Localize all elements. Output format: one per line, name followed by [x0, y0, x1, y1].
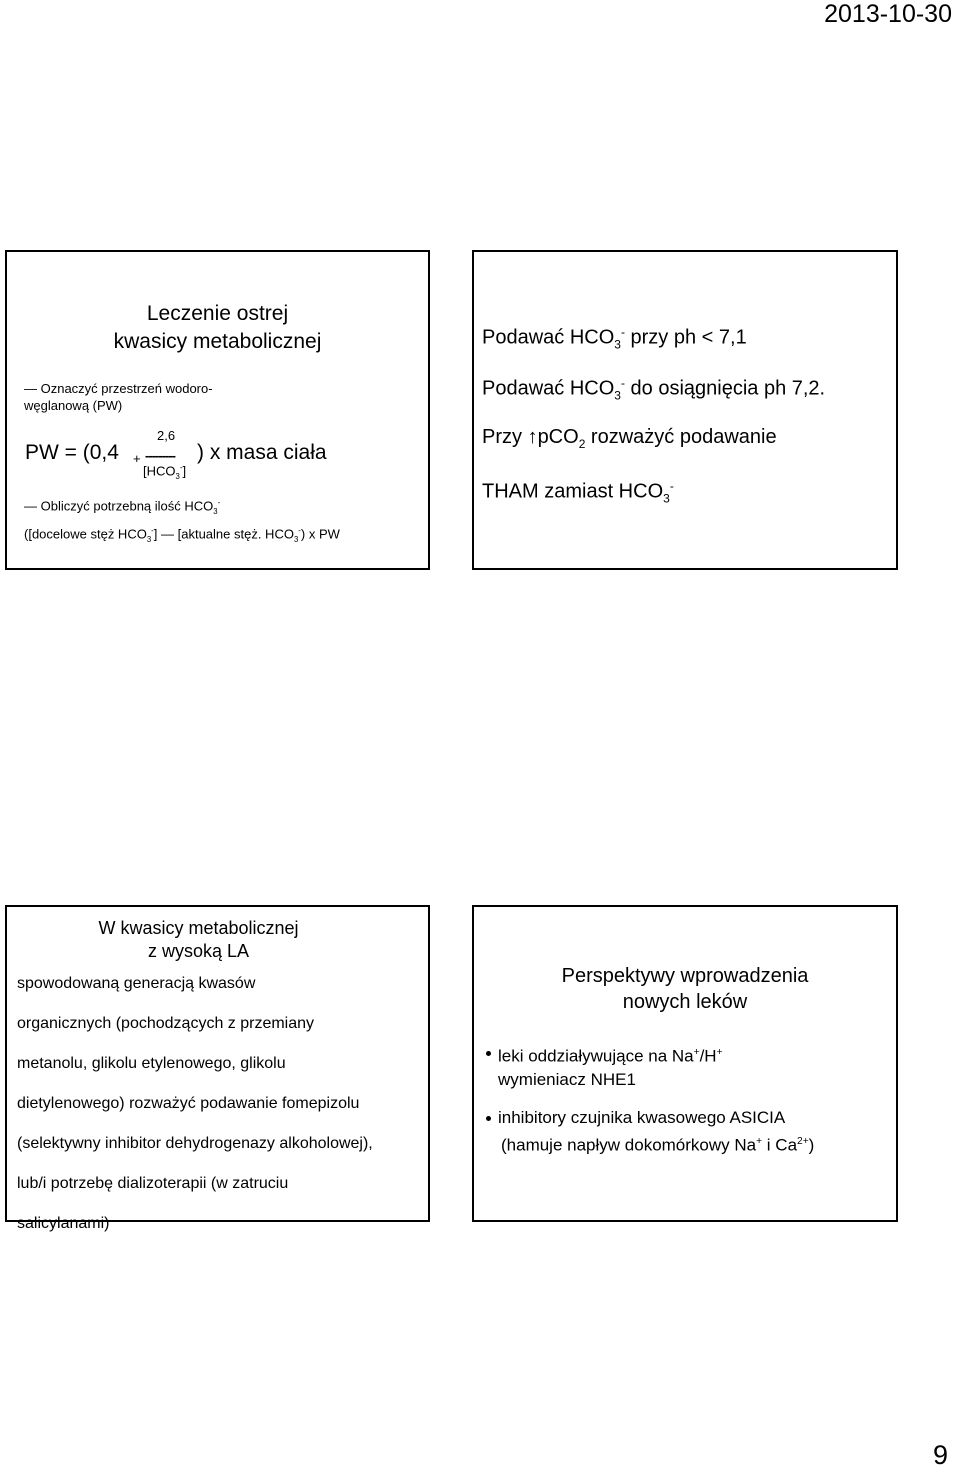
page-number: 9 — [932, 1440, 948, 1470]
formula-plus: + — [133, 451, 141, 466]
bullet-icon — [486, 1116, 491, 1121]
slide-high-lactate-acidosis — [5, 905, 430, 1232]
body-line: lub/i potrzebę dializoterapii (w zatruciu — [17, 1175, 289, 1192]
formula-numerator: 2,6 — [157, 428, 176, 443]
body-line: (selektywny inhibitor dehydrogenazy alkoholowej), — [17, 1135, 373, 1152]
formula-right: ) x masa ciała — [197, 441, 327, 464]
body-line: spowodowaną generacją kwasów — [17, 975, 256, 992]
slide-title — [474, 963, 896, 1015]
title-line-2: nowych leków — [622, 991, 748, 1013]
title-line-2: z wysoką LA — [147, 941, 250, 961]
item-2-line-2: ([docelowe stęż $HCO_3^-$] — [aktualne stęż. $HCO_3^-$) x PW — [24, 525, 340, 544]
item-2-line-1: — Obliczyć potrzebną ilość $HCO_3^-$ — [24, 498, 221, 516]
line-2: Podawać $HCO_3^-$ do osiągnięcia ph 7,2. — [482, 376, 826, 403]
body-line: dietylenowego) rozważyć podawanie fomepizolu — [17, 1095, 360, 1112]
body-line: salicylanami) — [17, 1215, 110, 1232]
bullet-icon — [486, 1051, 491, 1056]
header-date: 2013-10-30 — [824, 0, 952, 28]
line-1: Podawać $HCO_3^-$ przy ph < 7,1 — [482, 325, 747, 352]
formula-left: PW = (0,4 — [25, 441, 119, 464]
up-arrow-icon: ↑ — [527, 426, 538, 448]
slide-acute-acidosis-treatment — [5, 250, 430, 570]
formula-denominator: $[HCO_3^-]$ — [143, 463, 187, 481]
title-line-2: kwasicy metabolicznej — [113, 330, 322, 353]
body-line: organicznych (pochodzących z przemiany — [17, 1015, 315, 1032]
slide-new-drugs — [472, 905, 898, 1222]
slide-bicarbonate-dosing — [472, 250, 898, 570]
line-4: THAM zamiast $HCO_3^-$ — [482, 479, 674, 506]
bullet-item-1: leki oddziaływujące na Na+/H+ wymieniacz NHE1 — [498, 1046, 723, 1089]
formula-fraction-bar: --------- — [145, 448, 175, 463]
body-text — [17, 964, 373, 1244]
slide-title — [7, 917, 390, 963]
body-line: metanolu, glikolu etylenowego, glikolu — [17, 1055, 286, 1072]
bullet-item-2: inhibitory czujnika kwasowego ASICIA (hamuje napływ dokomórkowy Na+ i $Ca^{2+}$) — [498, 1108, 815, 1155]
slide-title — [7, 300, 428, 356]
item-2 — [24, 493, 340, 549]
item-1: — Oznaczyć przestrzeń wodoro- węglanową (PW) — [24, 381, 213, 413]
title-line-1: Perspektywy wprowadzenia — [561, 965, 809, 987]
line-3: Przy ↑pCO$_2$ rozważyć podawanie — [482, 426, 777, 451]
title-line-1: Leczenie ostrej — [146, 302, 289, 325]
title-line-1: W kwasicy metabolicznej — [98, 918, 299, 938]
